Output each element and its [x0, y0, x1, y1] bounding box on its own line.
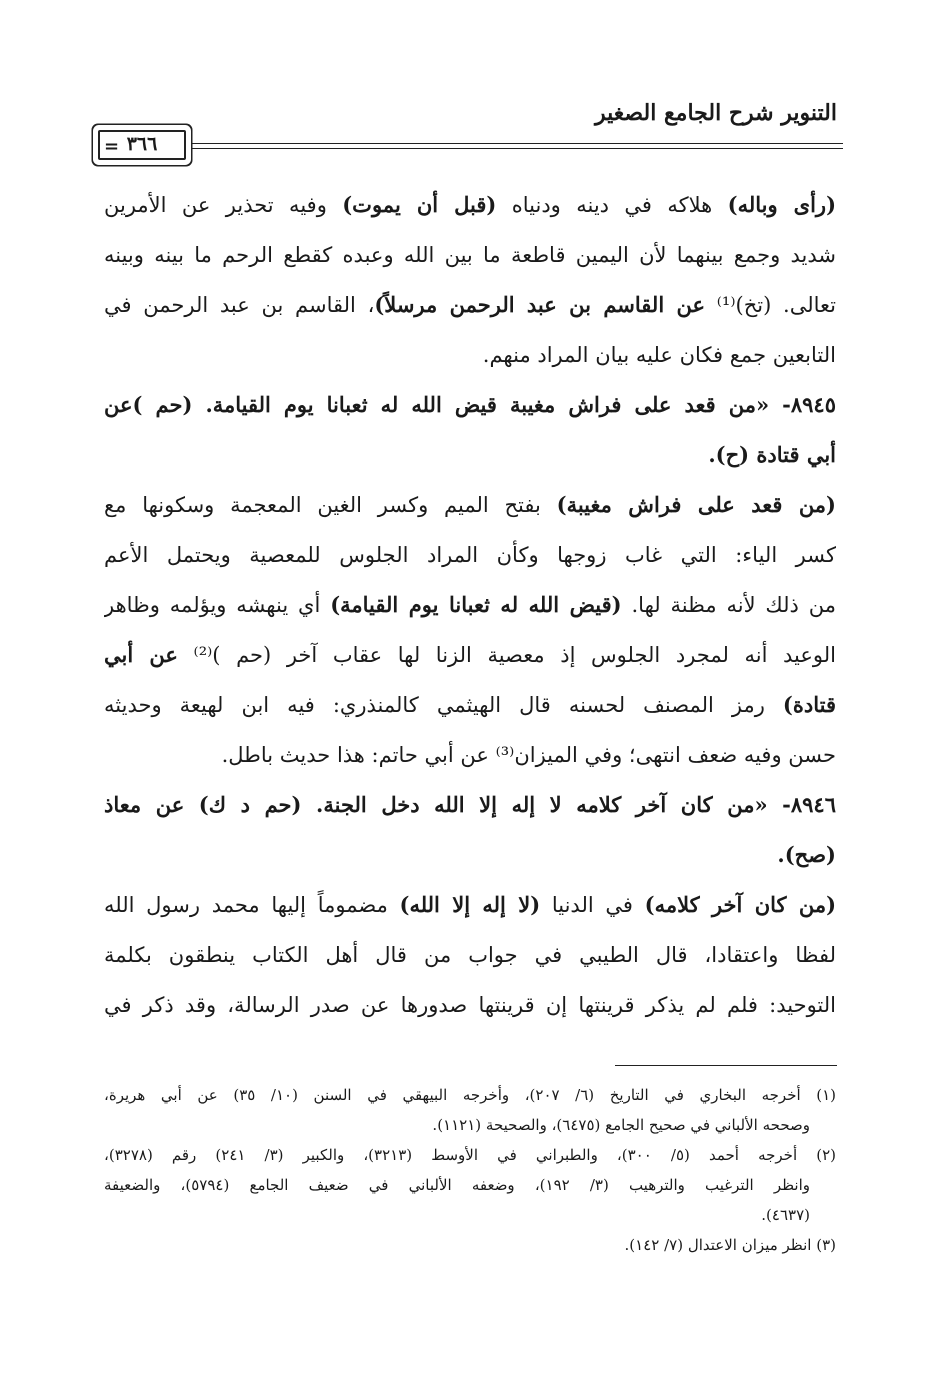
hadith-text: ٨٩٤٦- «من كان آخر كلامه لا إله إلا الله دخل الجنة. (حم د ك) عن معاذ [104, 792, 836, 817]
text-run: شديد وجمع بينهما لأن اليمين قاطعة ما بين الله وعبده كقطع الرحم ما بينه وبينه [104, 243, 836, 267]
footnote-1-cont: وصححه الألباني في صحيح الجامع (٦٤٧٥)، والصحيحة (١١٢١). [432, 1116, 810, 1134]
text-run: (تخ) [735, 293, 772, 317]
footnotes [104, 1080, 836, 1260]
text-run: (حم ) [212, 643, 272, 667]
text-run: أي ينهشه ويؤلمه وظاهر [104, 593, 331, 617]
header-rule-top [118, 143, 843, 144]
footnote-ref: ⁽³⁾ [495, 743, 515, 767]
text-line [104, 230, 836, 280]
footnote-1: (١) أخرجه البخاري في التاريخ (٦/ ٢٠٧)، وأخرجه البيهقي في السنن (١٠/ ٣٥) عن أبي هريرة، [104, 1086, 836, 1104]
term: قتادة) [782, 692, 836, 717]
footnote-2: (٢) أخرجه أحمد (٥/ ٣٠٠)، والطبراني في الأوسط (٣٢١٣)، والكبير (٣/ ٢٤١) رقم (٣٢٧٨)، [104, 1146, 836, 1164]
text-line [104, 630, 836, 680]
header-marker: = [104, 136, 120, 157]
footnote-ref: ⁽¹⁾ [716, 293, 736, 317]
text-run: لفظا واعتقادا، قال الطيبي في جواب من قال أهل الكتاب ينطقون بكلمة [104, 943, 836, 967]
text-run: حسن وفيه ضعف انتهى؛ وفي الميزان [514, 743, 836, 767]
text-run: تعالى. [771, 293, 836, 317]
term: (من كان آخر كلامه) [644, 892, 836, 917]
text-line [104, 180, 836, 230]
footnote-separator [615, 1065, 837, 1066]
term: عن أبي [104, 642, 178, 667]
text-run: وفيه تحذير عن الأمرين [104, 193, 343, 217]
hadith-text: أبي قتادة (ح). [708, 442, 836, 467]
running-head: التنوير شرح الجامع الصغير [595, 100, 837, 126]
text-line [104, 680, 836, 730]
hadith-line [104, 780, 836, 830]
term: (قيض الله له ثعبانا يوم القيامة) [330, 592, 622, 617]
text-run: ، القاسم بن عبد الرحمن في [104, 293, 375, 317]
text-run: رمز المصنف لحسنه قال الهيثمي كالمنذري: فيه ابن لهيعة وحديثه [104, 693, 783, 717]
text-run: من ذلك لأنه مظنة لها. [621, 593, 836, 617]
text-run: بفتح الميم وكسر الغين المعجمة وسكونها مع [104, 493, 557, 517]
hadith-line [104, 430, 836, 480]
text-run: كسر الياء: التي غاب زوجها وكأن المراد الجلوس للمعصية ويحتمل الأعم [104, 543, 836, 567]
footnote-2-cont: وانظر الترغيب والترهيب (٣/ ١٩٢)، وضعفه الألباني في ضعيف الجامع (٥٧٩٤)، والضعيفة [104, 1176, 810, 1194]
text-line [104, 280, 836, 330]
text-line [104, 930, 836, 980]
text-line [104, 480, 836, 530]
text-run: هلاكه في دينه ودنياه [496, 193, 728, 217]
text-line [104, 580, 836, 630]
text-line [104, 880, 836, 930]
text-run: التوحيد: فلم لم يذكر قرينتها إن قرينتها صدورها عن صدر الرسالة، وقد ذكر في [104, 993, 836, 1017]
hadith-text: (صح). [777, 842, 836, 867]
term: (قبل أن يموت) [342, 192, 497, 217]
text-line [104, 730, 836, 780]
term: (لا إله إلا الله) [399, 892, 541, 917]
footnote-3: (٣) انظر ميزان الاعتدال (٧/ ١٤٢). [624, 1236, 836, 1254]
term: (رأى وباله) [727, 192, 836, 217]
hadith-line [104, 380, 836, 430]
header-rule-bottom [118, 148, 843, 149]
text-run: الوعيد أنه لمجرد الجلوس إذ معصية الزنا لها عقاب آخر [271, 643, 836, 667]
footnote-ref: ⁽²⁾ [193, 643, 213, 667]
page-number: ٣٦٦ [126, 133, 158, 155]
text-line [104, 530, 836, 580]
text-line [104, 980, 836, 1030]
text-run: في الدنيا [540, 893, 645, 917]
term: عن القاسم بن عبد الرحمن مرسلاً) [374, 292, 706, 317]
footnote-2-end: (٤٦٣٧). [761, 1206, 810, 1224]
text-run: عن أبي حاتم: هذا حديث باطل. [221, 743, 496, 767]
text-run: مضموماً إليها محمد رسول الله [104, 893, 400, 917]
hadith-text: ٨٩٤٥- «من قعد على فراش مغيبة قيض الله له ثعبانا يوم القيامة. (حم )عن [104, 392, 836, 417]
text-line [104, 330, 836, 380]
text-run: التابعين جمع فكان عليه بيان المراد منهم. [482, 343, 836, 367]
term: (من قعد على فراش مغيبة) [556, 492, 836, 517]
text-run [705, 293, 717, 317]
main-text [104, 180, 836, 1030]
text-run [178, 643, 194, 667]
hadith-line [104, 830, 836, 880]
